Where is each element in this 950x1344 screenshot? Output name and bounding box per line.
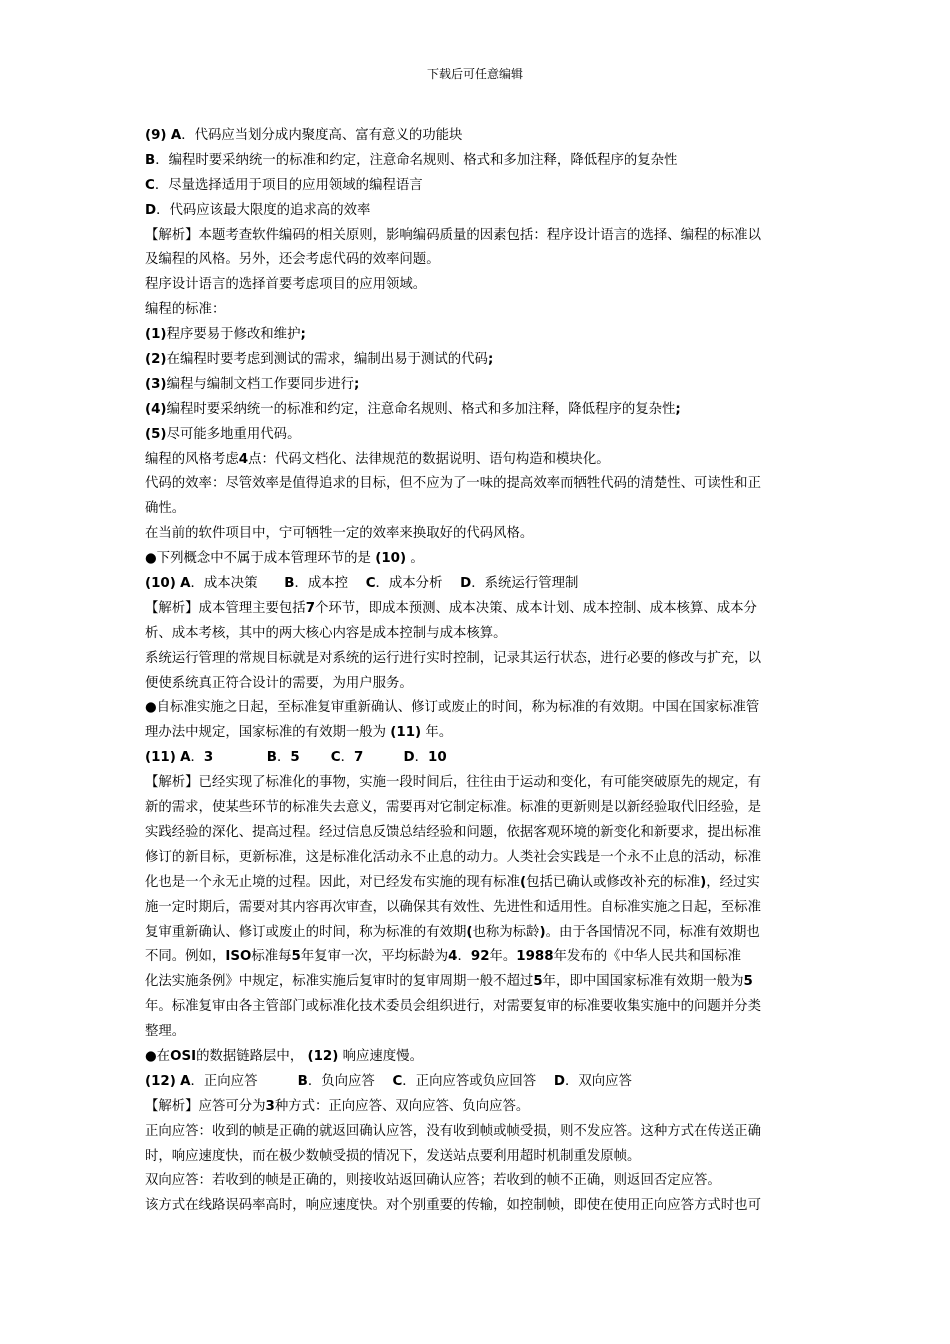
text-line: 理办法中规定，国家标准的有效期一般为 (11) 年。: [145, 725, 453, 741]
text-line: 实践经验的深化、提高过程。经过信息反馈总结经验和问题，依据客观环境的新变化和新要求，提出标准: [145, 824, 761, 840]
text-line: (5)尽可能多地重用代码。: [145, 426, 301, 442]
text-line: 系统运行管理的常规目标就是对系统的运行进行实时控制，记录其运行状态，进行必要的修改与扩充，以: [145, 650, 761, 666]
page-header: 下载后可任意编辑: [426, 67, 523, 81]
text-line: ●在OSI的数据链路层中， (12) 响应速度慢。: [145, 1048, 423, 1064]
text-line: 正向应答：收到的帧是正确的就返回确认应答，没有收到帧或帧受损，则不发应答。这种方式在传送正确: [145, 1123, 761, 1139]
text-line: 双向应答：若收到的帧是正确的，则接收站返回确认应答；若收到的帧不正确，则返回否定应答。: [145, 1173, 721, 1189]
text-line: 施一定时期后，需要对其内容再次审查，以确保其有效性、先进性和适用性。自标准实施之日起，至标准: [145, 899, 761, 915]
text-line: (1)程序要易于修改和维护;: [145, 327, 306, 343]
text-line: 时，响应速度快，而在极少数帧受损的情况下，发送站点要利用超时机制重发原帧。: [145, 1148, 641, 1164]
text-line: B．编程时要采纳统一的标准和约定，注意命名规则、格式和多加注释，降低程序的复杂性: [145, 152, 678, 168]
text-line: (3)编程与编制文档工作要同步进行;: [145, 376, 360, 392]
text-line: 化也是一个永无止境的过程。因此，对已经发布实施的现有标准(包括已确认或修改补充的标准)，经过实: [145, 874, 760, 890]
text-line: 及编程的风格。另外，还会考虑代码的效率问题。: [145, 252, 440, 268]
text-line: 确性。: [145, 501, 186, 517]
text-line: ●下列概念中不属于成本管理环节的是 (10) 。: [145, 551, 424, 567]
text-line: 在当前的软件项目中，宁可牺牲一定的效率来换取好的代码风格。: [145, 526, 534, 542]
text-line: 该方式在线路误码率高时，响应速度快。对个别重要的传输，如控制帧，即使在使用正向应答方式时也可: [145, 1198, 761, 1214]
text-line: 析、成本考核，其中的两大核心内容是成本控制与成本核算。: [145, 625, 507, 641]
text-line: 【解析】本题考查软件编码的相关原则，影响编码质量的因素包括：程序设计语言的选择、编程的标准以: [145, 227, 761, 243]
text-line: 编程的标准：: [145, 302, 226, 318]
text-line: 不同。例如，ISO标准每5年复审一次，平均标龄为4．92年。1988年发布的《中华人民共和国标准: [145, 949, 742, 965]
text-line: (10) A．成本决策 B．成本控 C．成本分析 D．系统运行管理制: [145, 576, 579, 592]
text-line: 代码的效率：尽管效率是值得追求的目标，但不应为了一味的提高效率而牺牲代码的清楚性、可读性和正: [145, 476, 761, 492]
text-line: 化法实施条例》中规定，标准实施后复审时的复审周期一般不超过5年，即中国国家标准有效期一般为5: [145, 974, 753, 990]
text-line: (9) A．代码应当划分成内聚度高、富有意义的功能块: [145, 128, 463, 143]
text-line: 便使系统真正符合设计的需要，为用户服务。: [145, 675, 413, 691]
text-line: 修订的新目标，更新标准，这是标准化活动永不止息的动力。人类社会实践是一个永不止息的活动，标准: [145, 849, 761, 865]
text-line: ●自标准实施之日起，至标准复审重新确认、修订或废止的时间，称为标准的有效期。中国在国家标准管: [145, 700, 760, 716]
document-body: [145, 124, 809, 1219]
text-line: 年。标准复审由各主管部门或标准化技术委员会组织进行，对需要复审的标准要收集实施中的问题并分类: [145, 999, 761, 1015]
text-line: 【解析】成本管理主要包括7个环节，即成本预测、成本决策、成本计划、成本控制、成本核算、成本分: [145, 600, 757, 616]
text-line: 【解析】已经实现了标准化的事物，实施一段时间后，往往由于运动和变化，有可能突破原先的规定，有: [145, 775, 761, 791]
text-line: D．代码应该最大限度的追求高的效率: [145, 202, 371, 218]
text-line: (4)编程时要采纳统一的标准和约定，注意命名规则、格式和多加注释，降低程序的复杂性;: [145, 401, 681, 417]
text-line: (12) A．正向应答 B．负向应答 C．正向应答或负应回答 D．双向应答: [145, 1073, 632, 1089]
text-line: C．尽量选择适用于项目的应用领域的编程语言: [145, 177, 423, 193]
text-line: 程序设计语言的选择首要考虑项目的应用领域。: [145, 277, 427, 293]
text-line: 【解析】应答可分为3种方式：正向应答、双向应答、负向应答。: [145, 1098, 530, 1114]
text-line: 编程的风格考虑4点：代码文档化、法律规范的数据说明、语句构造和模块化。: [145, 451, 610, 467]
text-line: (2)在编程时要考虑到测试的需求，编制出易于测试的代码;: [145, 352, 494, 368]
text-line: 复审重新确认、修订或废止的时间，称为标准的有效期(也称为标龄)。由于各国情况不同，标准有效期也: [145, 924, 760, 940]
text-line: 整理。: [145, 1024, 186, 1040]
text-line: 新的需求，使某些环节的标准失去意义，需要再对它制定标准。标准的更新则是以新经验取代旧经验，是: [145, 800, 761, 816]
text-line: (11) A．3 B．5 C．7 D．10: [145, 750, 447, 766]
